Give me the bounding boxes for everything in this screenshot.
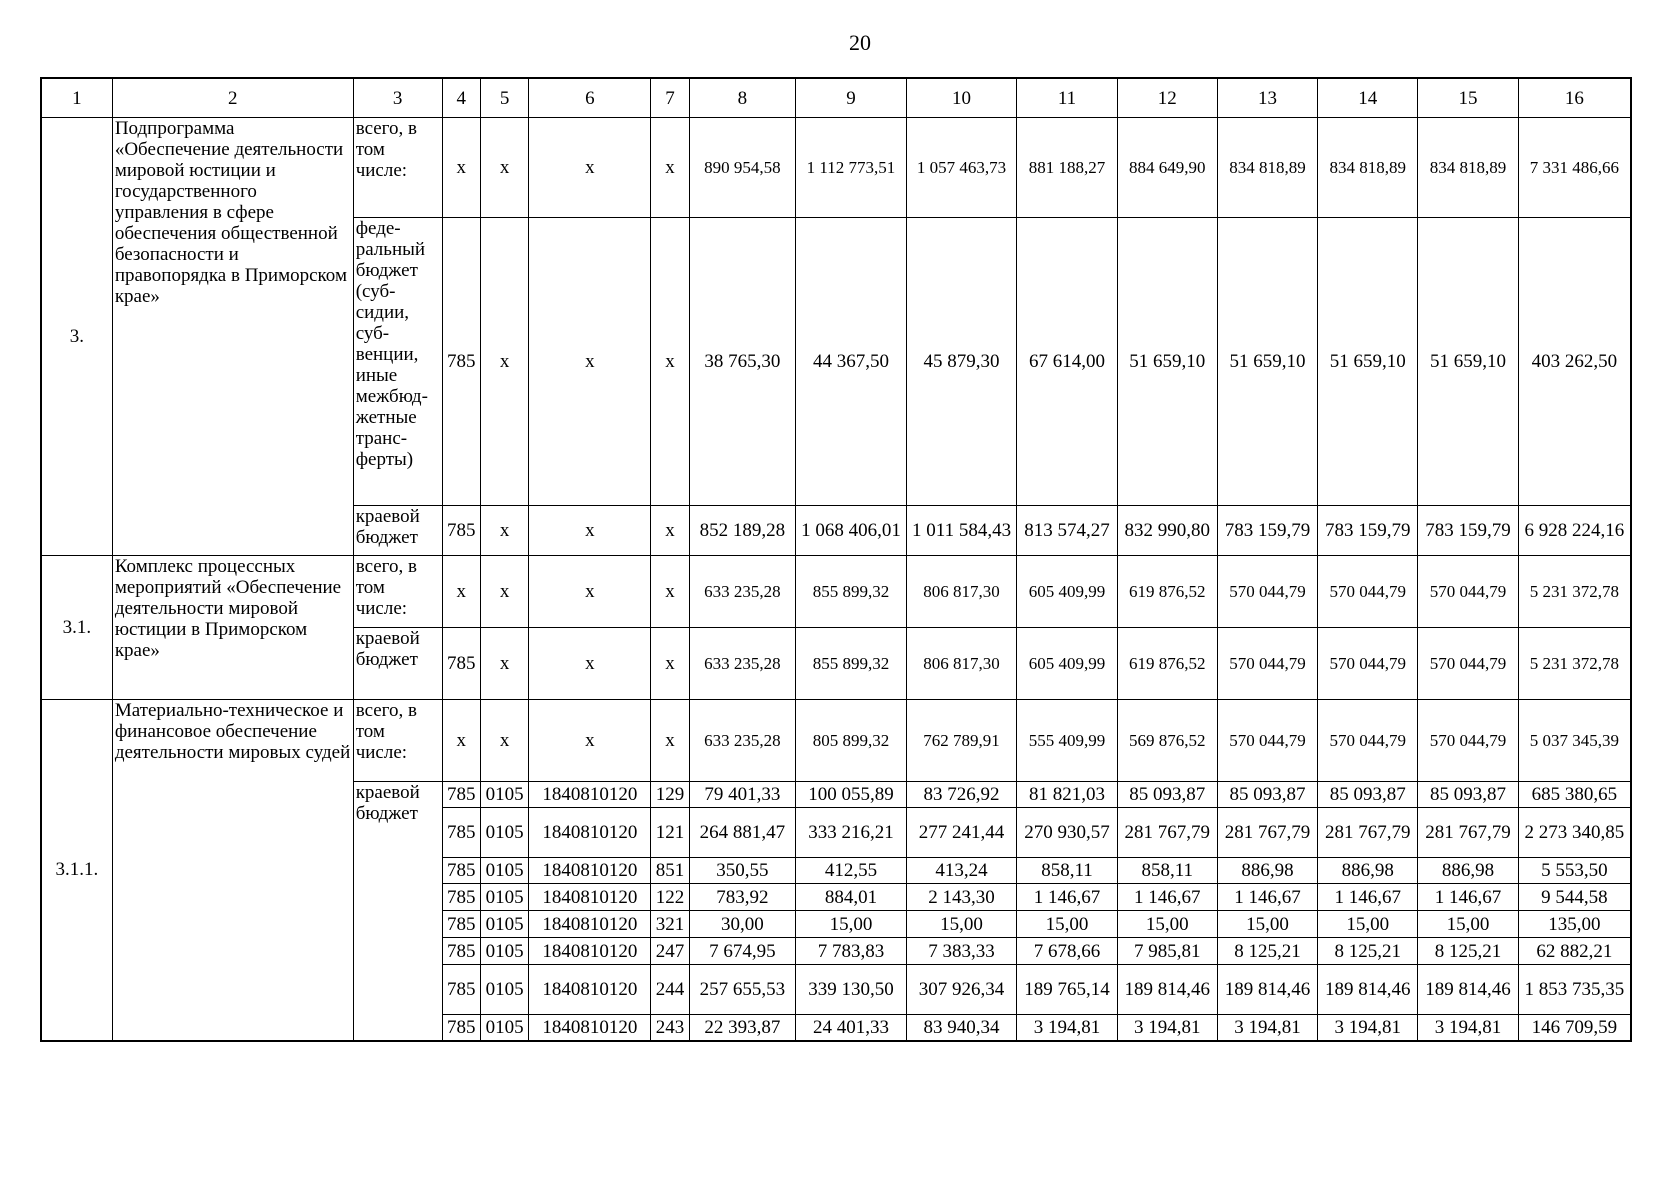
code-cell-col5: 0105	[480, 884, 529, 911]
code-cell-col5: 0105	[480, 938, 529, 965]
amount-cell-col12: 281 767,79	[1117, 808, 1217, 858]
code-cell-col7: x	[651, 556, 689, 628]
amount-cell-col16: 9 544,58	[1518, 884, 1631, 911]
amount-cell-col9: 1 068 406,01	[796, 506, 907, 556]
amount-cell-col9: 855 899,32	[796, 628, 907, 700]
amount-cell-col15: 281 767,79	[1418, 808, 1518, 858]
amount-cell-col12: 858,11	[1117, 858, 1217, 884]
amount-cell-col16: 5 037 345,39	[1518, 700, 1631, 782]
amount-cell-col16: 1 853 735,35	[1518, 965, 1631, 1015]
amount-cell-col12: 3 194,81	[1117, 1015, 1217, 1041]
code-cell-col7: 851	[651, 858, 689, 884]
amount-cell-col8: 264 881,47	[689, 808, 795, 858]
code-cell-col5: x	[480, 118, 529, 218]
amount-cell-col14: 3 194,81	[1318, 1015, 1418, 1041]
amount-cell-col10: 2 143,30	[906, 884, 1017, 911]
code-cell-col6: 1840810120	[529, 858, 651, 884]
amount-cell-col9: 855 899,32	[796, 556, 907, 628]
amount-cell-col15: 8 125,21	[1418, 938, 1518, 965]
column-number-header: 11	[1017, 78, 1117, 118]
amount-cell-col8: 633 235,28	[689, 700, 795, 782]
column-number-header: 4	[442, 78, 480, 118]
code-cell-col4: 785	[442, 911, 480, 938]
amount-cell-col14: 281 767,79	[1318, 808, 1418, 858]
amount-cell-col12: 1 146,67	[1117, 884, 1217, 911]
column-number-header: 2	[112, 78, 353, 118]
column-number-header: 10	[906, 78, 1017, 118]
amount-cell-col8: 350,55	[689, 858, 795, 884]
code-cell-col7: 321	[651, 911, 689, 938]
amount-cell-col15: 189 814,46	[1418, 965, 1518, 1015]
table-body	[41, 78, 1631, 1041]
code-cell-col6: 1840810120	[529, 1015, 651, 1041]
column-number-header: 16	[1518, 78, 1631, 118]
amount-cell-col13: 3 194,81	[1217, 1015, 1317, 1041]
code-cell-col5: x	[480, 700, 529, 782]
code-cell-col7: x	[651, 218, 689, 506]
amount-cell-col8: 22 393,87	[689, 1015, 795, 1041]
section-name: Материально-техническое и финансовое обеспечение деятельности мировых судей	[112, 700, 353, 1041]
section-name: Подпрограмма «Обеспечение деятельности мировой юстиции и государственного управления в сфере обеспечения общественной безопасности и правопорядка в Приморском крае»	[112, 118, 353, 556]
amount-cell-col13: 570 044,79	[1217, 628, 1317, 700]
column-number-header: 14	[1318, 78, 1418, 118]
code-cell-col6: 1840810120	[529, 938, 651, 965]
amount-cell-col10: 762 789,91	[906, 700, 1017, 782]
column-number-header: 9	[796, 78, 907, 118]
amount-cell-col15: 570 044,79	[1418, 700, 1518, 782]
code-cell-col5: 0105	[480, 1015, 529, 1041]
code-cell-col4: 785	[442, 884, 480, 911]
amount-cell-col13: 1 146,67	[1217, 884, 1317, 911]
code-cell-col5: x	[480, 628, 529, 700]
amount-cell-col14: 189 814,46	[1318, 965, 1418, 1015]
column-number-header: 13	[1217, 78, 1317, 118]
amount-cell-col14: 783 159,79	[1318, 506, 1418, 556]
code-cell-col4: 785	[442, 858, 480, 884]
amount-cell-col10: 806 817,30	[906, 556, 1017, 628]
code-cell-col5: 0105	[480, 858, 529, 884]
code-cell-col5: 0105	[480, 911, 529, 938]
code-cell-col6: x	[529, 556, 651, 628]
column-number-header: 8	[689, 78, 795, 118]
code-cell-col4: 785	[442, 782, 480, 808]
code-cell-col5: 0105	[480, 808, 529, 858]
amount-cell-col13: 189 814,46	[1217, 965, 1317, 1015]
page-number: 20	[849, 30, 871, 55]
code-cell-col7: x	[651, 118, 689, 218]
table-row	[41, 118, 1631, 218]
code-cell-col7: 121	[651, 808, 689, 858]
amount-cell-col8: 852 189,28	[689, 506, 795, 556]
code-cell-col4: 785	[442, 506, 480, 556]
funding-source: краевой бюджет	[353, 782, 442, 1041]
code-cell-col6: 1840810120	[529, 808, 651, 858]
amount-cell-col12: 15,00	[1117, 911, 1217, 938]
amount-cell-col9: 412,55	[796, 858, 907, 884]
column-number-header: 1	[41, 78, 112, 118]
amount-cell-col13: 886,98	[1217, 858, 1317, 884]
amount-cell-col8: 79 401,33	[689, 782, 795, 808]
code-cell-col6: x	[529, 506, 651, 556]
amount-cell-col15: 834 818,89	[1418, 118, 1518, 218]
code-cell-col5: x	[480, 506, 529, 556]
amount-cell-col9: 44 367,50	[796, 218, 907, 506]
code-cell-col6: 1840810120	[529, 911, 651, 938]
amount-cell-col9: 7 783,83	[796, 938, 907, 965]
amount-cell-col9: 333 216,21	[796, 808, 907, 858]
code-cell-col4: 785	[442, 808, 480, 858]
amount-cell-col13: 85 093,87	[1217, 782, 1317, 808]
amount-cell-col11: 1 146,67	[1017, 884, 1117, 911]
amount-cell-col9: 24 401,33	[796, 1015, 907, 1041]
amount-cell-col12: 619 876,52	[1117, 556, 1217, 628]
amount-cell-col14: 8 125,21	[1318, 938, 1418, 965]
amount-cell-col11: 67 614,00	[1017, 218, 1117, 506]
amount-cell-col12: 51 659,10	[1117, 218, 1217, 506]
amount-cell-col14: 570 044,79	[1318, 556, 1418, 628]
code-cell-col7: 243	[651, 1015, 689, 1041]
amount-cell-col11: 605 409,99	[1017, 628, 1117, 700]
amount-cell-col12: 7 985,81	[1117, 938, 1217, 965]
amount-cell-col16: 685 380,65	[1518, 782, 1631, 808]
amount-cell-col13: 834 818,89	[1217, 118, 1317, 218]
amount-cell-col12: 619 876,52	[1117, 628, 1217, 700]
budget-table	[40, 77, 1632, 1042]
amount-cell-col10: 15,00	[906, 911, 1017, 938]
amount-cell-col16: 7 331 486,66	[1518, 118, 1631, 218]
code-cell-col6: 1840810120	[529, 782, 651, 808]
funding-source: феде-ральный бюджет (суб-сидии, суб-венции, иные межбюд-жетные транс-ферты)	[353, 218, 442, 506]
amount-cell-col11: 813 574,27	[1017, 506, 1117, 556]
amount-cell-col14: 886,98	[1318, 858, 1418, 884]
amount-cell-col11: 605 409,99	[1017, 556, 1117, 628]
amount-cell-col12: 189 814,46	[1117, 965, 1217, 1015]
code-cell-col6: x	[529, 700, 651, 782]
amount-cell-col9: 15,00	[796, 911, 907, 938]
amount-cell-col13: 51 659,10	[1217, 218, 1317, 506]
column-number-header: 15	[1418, 78, 1518, 118]
amount-cell-col16: 146 709,59	[1518, 1015, 1631, 1041]
code-cell-col5: x	[480, 556, 529, 628]
amount-cell-col11: 15,00	[1017, 911, 1117, 938]
column-number-header: 3	[353, 78, 442, 118]
amount-cell-col16: 403 262,50	[1518, 218, 1631, 506]
amount-cell-col9: 805 899,32	[796, 700, 907, 782]
funding-source: всего, в том числе:	[353, 556, 442, 628]
code-cell-col5: x	[480, 218, 529, 506]
code-cell-col4: 785	[442, 1015, 480, 1041]
code-cell-col4: x	[442, 118, 480, 218]
amount-cell-col13: 570 044,79	[1217, 700, 1317, 782]
amount-cell-col11: 7 678,66	[1017, 938, 1117, 965]
code-cell-col6: x	[529, 118, 651, 218]
section-number: 3.	[41, 118, 112, 556]
funding-source: краевой бюджет	[353, 628, 442, 700]
amount-cell-col15: 570 044,79	[1418, 556, 1518, 628]
amount-cell-col12: 569 876,52	[1117, 700, 1217, 782]
amount-cell-col9: 884,01	[796, 884, 907, 911]
amount-cell-col11: 189 765,14	[1017, 965, 1117, 1015]
amount-cell-col8: 7 674,95	[689, 938, 795, 965]
code-cell-col7: x	[651, 506, 689, 556]
funding-source: всего, в том числе:	[353, 700, 442, 782]
column-number-header: 7	[651, 78, 689, 118]
amount-cell-col11: 3 194,81	[1017, 1015, 1117, 1041]
amount-cell-col15: 570 044,79	[1418, 628, 1518, 700]
amount-cell-col15: 51 659,10	[1418, 218, 1518, 506]
section-number: 3.1.1.	[41, 700, 112, 1041]
amount-cell-col10: 806 817,30	[906, 628, 1017, 700]
funding-source: всего, в том числе:	[353, 118, 442, 218]
amount-cell-col14: 85 093,87	[1318, 782, 1418, 808]
amount-cell-col15: 85 093,87	[1418, 782, 1518, 808]
amount-cell-col10: 45 879,30	[906, 218, 1017, 506]
amount-cell-col8: 633 235,28	[689, 556, 795, 628]
amount-cell-col12: 832 990,80	[1117, 506, 1217, 556]
amount-cell-col15: 3 194,81	[1418, 1015, 1518, 1041]
amount-cell-col10: 83 726,92	[906, 782, 1017, 808]
amount-cell-col12: 85 093,87	[1117, 782, 1217, 808]
code-cell-col6: 1840810120	[529, 965, 651, 1015]
code-cell-col6: x	[529, 218, 651, 506]
table-row	[41, 556, 1631, 628]
amount-cell-col14: 15,00	[1318, 911, 1418, 938]
amount-cell-col16: 2 273 340,85	[1518, 808, 1631, 858]
amount-cell-col11: 270 930,57	[1017, 808, 1117, 858]
amount-cell-col13: 570 044,79	[1217, 556, 1317, 628]
amount-cell-col11: 555 409,99	[1017, 700, 1117, 782]
code-cell-col6: 1840810120	[529, 884, 651, 911]
amount-cell-col16: 135,00	[1518, 911, 1631, 938]
amount-cell-col14: 570 044,79	[1318, 700, 1418, 782]
amount-cell-col10: 413,24	[906, 858, 1017, 884]
amount-cell-col13: 8 125,21	[1217, 938, 1317, 965]
amount-cell-col11: 858,11	[1017, 858, 1117, 884]
amount-cell-col8: 890 954,58	[689, 118, 795, 218]
amount-cell-col9: 100 055,89	[796, 782, 907, 808]
code-cell-col4: x	[442, 700, 480, 782]
amount-cell-col14: 834 818,89	[1318, 118, 1418, 218]
amount-cell-col13: 783 159,79	[1217, 506, 1317, 556]
code-cell-col6: x	[529, 628, 651, 700]
amount-cell-col13: 281 767,79	[1217, 808, 1317, 858]
code-cell-col4: 785	[442, 218, 480, 506]
column-number-header: 12	[1117, 78, 1217, 118]
section-name: Комплекс процессных мероприятий «Обеспечение деятельности мировой юстиции в Приморском крае»	[112, 556, 353, 700]
amount-cell-col8: 30,00	[689, 911, 795, 938]
code-cell-col7: x	[651, 628, 689, 700]
amount-cell-col15: 886,98	[1418, 858, 1518, 884]
amount-cell-col8: 783,92	[689, 884, 795, 911]
amount-cell-col14: 570 044,79	[1318, 628, 1418, 700]
funding-source: краевой бюджет	[353, 506, 442, 556]
amount-cell-col14: 51 659,10	[1318, 218, 1418, 506]
code-cell-col7: x	[651, 700, 689, 782]
amount-cell-col8: 38 765,30	[689, 218, 795, 506]
table-row	[41, 700, 1631, 782]
amount-cell-col16: 5 231 372,78	[1518, 556, 1631, 628]
amount-cell-col11: 881 188,27	[1017, 118, 1117, 218]
amount-cell-col11: 81 821,03	[1017, 782, 1117, 808]
amount-cell-col13: 15,00	[1217, 911, 1317, 938]
amount-cell-col15: 15,00	[1418, 911, 1518, 938]
code-cell-col4: 785	[442, 965, 480, 1015]
amount-cell-col9: 1 112 773,51	[796, 118, 907, 218]
section-number: 3.1.	[41, 556, 112, 700]
amount-cell-col8: 257 655,53	[689, 965, 795, 1015]
code-cell-col7: 247	[651, 938, 689, 965]
amount-cell-col9: 339 130,50	[796, 965, 907, 1015]
amount-cell-col10: 277 241,44	[906, 808, 1017, 858]
code-cell-col7: 122	[651, 884, 689, 911]
header-row	[41, 78, 1631, 118]
amount-cell-col16: 62 882,21	[1518, 938, 1631, 965]
code-cell-col5: 0105	[480, 782, 529, 808]
code-cell-col7: 129	[651, 782, 689, 808]
amount-cell-col15: 783 159,79	[1418, 506, 1518, 556]
amount-cell-col16: 5 231 372,78	[1518, 628, 1631, 700]
code-cell-col4: x	[442, 556, 480, 628]
amount-cell-col10: 1 057 463,73	[906, 118, 1017, 218]
column-number-header: 5	[480, 78, 529, 118]
amount-cell-col8: 633 235,28	[689, 628, 795, 700]
amount-cell-col10: 307 926,34	[906, 965, 1017, 1015]
amount-cell-col10: 83 940,34	[906, 1015, 1017, 1041]
column-number-header: 6	[529, 78, 651, 118]
amount-cell-col16: 5 553,50	[1518, 858, 1631, 884]
amount-cell-col12: 884 649,90	[1117, 118, 1217, 218]
code-cell-col5: 0105	[480, 965, 529, 1015]
amount-cell-col14: 1 146,67	[1318, 884, 1418, 911]
amount-cell-col10: 7 383,33	[906, 938, 1017, 965]
code-cell-col4: 785	[442, 628, 480, 700]
code-cell-col4: 785	[442, 938, 480, 965]
code-cell-col7: 244	[651, 965, 689, 1015]
amount-cell-col15: 1 146,67	[1418, 884, 1518, 911]
amount-cell-col16: 6 928 224,16	[1518, 506, 1631, 556]
amount-cell-col10: 1 011 584,43	[906, 506, 1017, 556]
